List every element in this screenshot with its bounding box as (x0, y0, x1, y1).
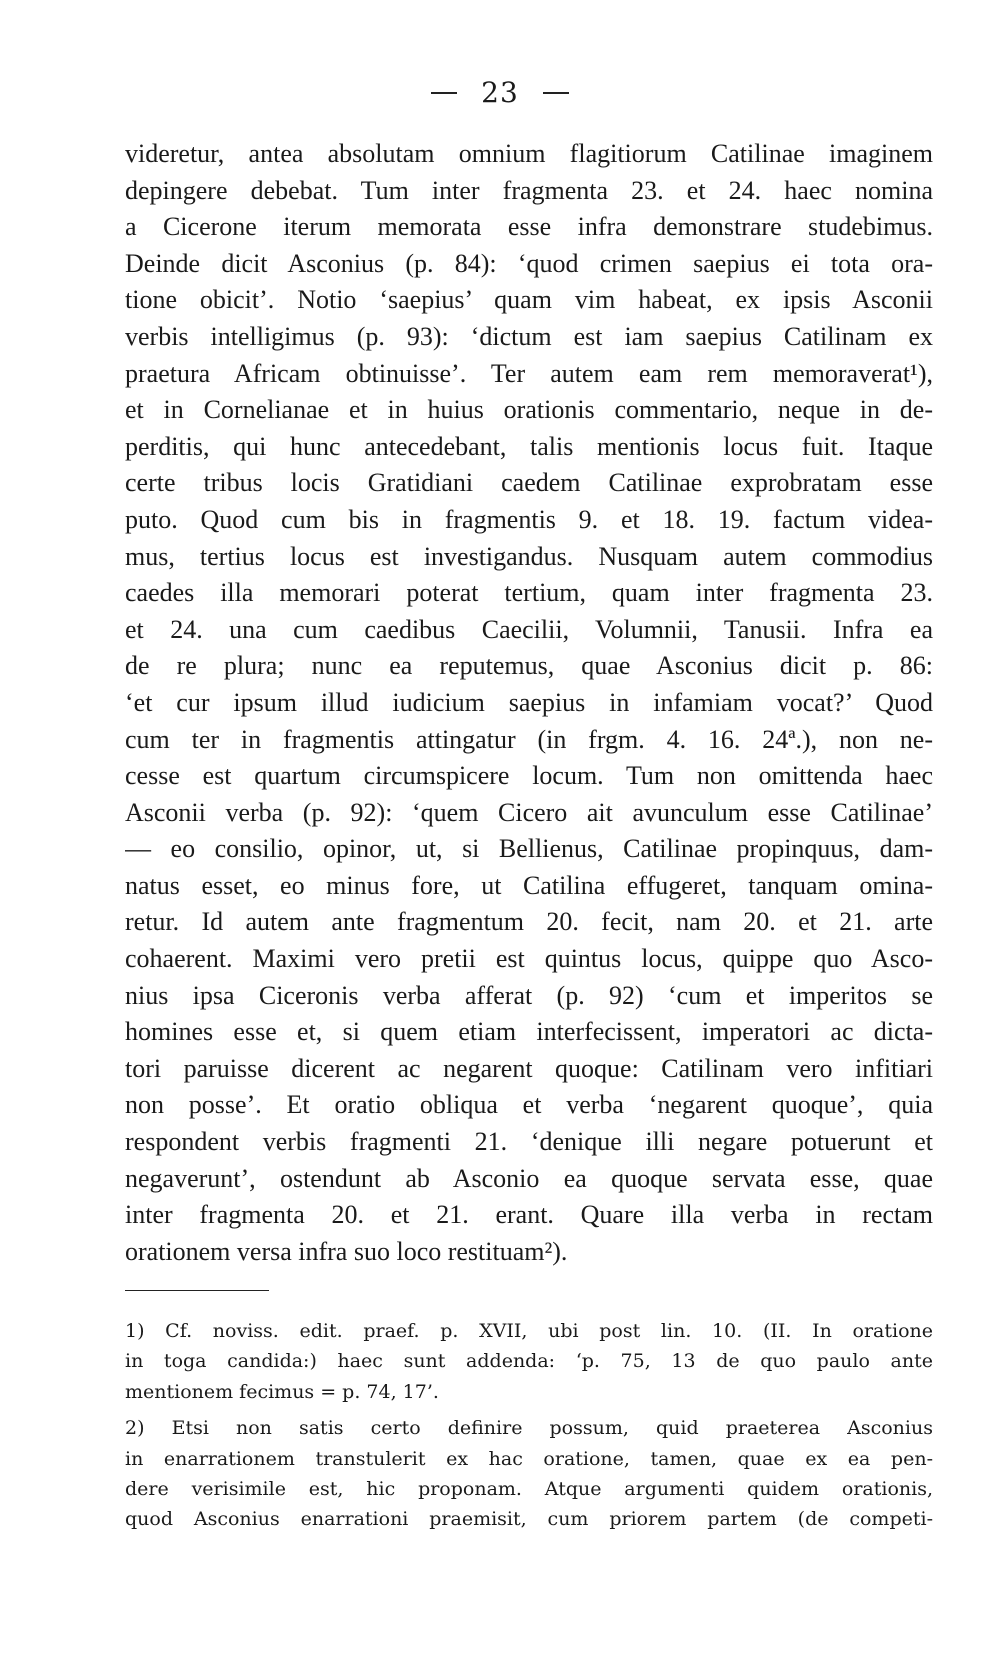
footnote-line: in enarrationem transtulerit ex hac oratione, tamen, quae ex ea pen- (125, 1447, 933, 1470)
text-line: praetura Africam obtinuisse’. Ter autem eam rem memoraverat¹), (125, 358, 933, 388)
text-line: verbis intelligimus (p. 93): ‘dictum est iam saepius Catilinam ex (125, 321, 933, 351)
text-line: mus, tertius locus est investigandus. Nusquam autem commodius (125, 541, 933, 571)
text-line: tione obicit’. Notio ‘saepius’ quam vim habeat, ex ipsis Asconii (125, 285, 933, 315)
text-line: puto. Quod cum bis in fragmentis 9. et 18. 19. factum videa- (125, 504, 933, 534)
text-line: depingere debebat. Tum inter fragmenta 23. et 24. haec nomina (125, 175, 933, 205)
text-line: negaverunt’, ostendunt ab Asconio ea quoque servata esse, quae (125, 1163, 933, 1193)
footnote-line: quod Asconius enarrationi praemisit, cum priorem partem (de competi- (125, 1508, 933, 1531)
text-line: videretur, antea absolutam omnium flagitiorum Catilinae imaginem (125, 139, 933, 168)
text-line: ‘et cur ipsum illud iudicium saepius in infamiam vocat?’ Quod (125, 687, 933, 717)
right-dash (543, 92, 569, 94)
text-line: — eo consilio, opinor, ut, si Bellienus, Catilinae propinquus, dam- (125, 834, 933, 864)
footnote-line: in toga candida:) haec sunt addenda: ‘p. 75, 13 de quo paulo ante (125, 1350, 933, 1373)
text-line: et 24. una cum caedibus Caecilii, Volumnii, Tanusii. Infra ea (125, 614, 933, 644)
page-number (0, 76, 1000, 109)
footnote-line: mentionem fecimus = p. 74, 17’. (125, 1380, 439, 1403)
text-line: Asconii verba (p. 92): ‘quem Cicero ait avunculum esse Catilinae’ (125, 797, 933, 827)
footnotes (125, 1316, 933, 1535)
text-line: a Cicerone iterum memorata esse infra demonstrare studebimus. (125, 212, 933, 242)
text-line: cum ter in fragmentis attingatur (in frgm. 4. 16. 24ª.), non ne- (125, 724, 933, 754)
text-line: cohaerent. Maximi vero pretii est quintus locus, quippe quo Asco- (125, 944, 933, 974)
footnote-line: dere verisimile est, hic proponam. Atque argumenti quidem orationis, (125, 1477, 933, 1500)
footnote-line: 2) Etsi non satis certo definire possum, quid praeterea Asconius (125, 1417, 933, 1440)
footnote-separator (125, 1290, 269, 1291)
text-line: orationem versa infra suo loco restituam²). (125, 1236, 568, 1266)
text-line: certe tribus locis Gratidiani caedem Catilinae exprobratam esse (125, 468, 933, 498)
text-line: caedes illa memorari poterat tertium, quam inter fragmenta 23. (125, 578, 933, 608)
text-line: non posse’. Et oratio obliqua et verba ‘negarent quoque’, quia (125, 1090, 933, 1120)
text-line: retur. Id autem ante fragmentum 20. fecit, nam 20. et 21. arte (125, 907, 933, 937)
left-dash (431, 92, 457, 94)
footnote-line: 1) Cf. noviss. edit. praef. p. XVII, ubi post lin. 10. (II. In oratione (125, 1320, 933, 1342)
text-line: nius ipsa Ciceronis verba afferat (p. 92) ‘cum et imperitos se (125, 980, 933, 1010)
text-line: inter fragmenta 20. et 21. erant. Quare illa verba in rectam (125, 1200, 933, 1230)
main-text (125, 136, 933, 1270)
text-line: de re plura; nunc ea reputemus, quae Asconius dicit p. 86: (125, 651, 933, 681)
text-line: homines esse et, si quem etiam interfecissent, imperatori ac dicta- (125, 1017, 933, 1047)
text-line: cesse est quartum circumspicere locum. Tum non omittenda haec (125, 761, 933, 791)
text-line: et in Cornelianae et in huius orationis commentario, neque in de- (125, 395, 933, 425)
text-line: Deinde dicit Asconius (p. 84): ‘quod crimen saepius ei tota ora- (125, 248, 933, 278)
text-line: tori paruisse dicerent ac negarent quoque: Catilinam vero infitiari (125, 1053, 933, 1083)
text-line: perditis, qui hunc antecedebant, talis mentionis locus fuit. Itaque (125, 431, 933, 461)
page-number-value: 23 (481, 76, 519, 109)
text-line: natus esset, eo minus fore, ut Catilina effugeret, tanquam omina- (125, 870, 933, 900)
text-line: respondent verbis fragmenti 21. ‘denique illi negare potuerunt et (125, 1127, 933, 1157)
